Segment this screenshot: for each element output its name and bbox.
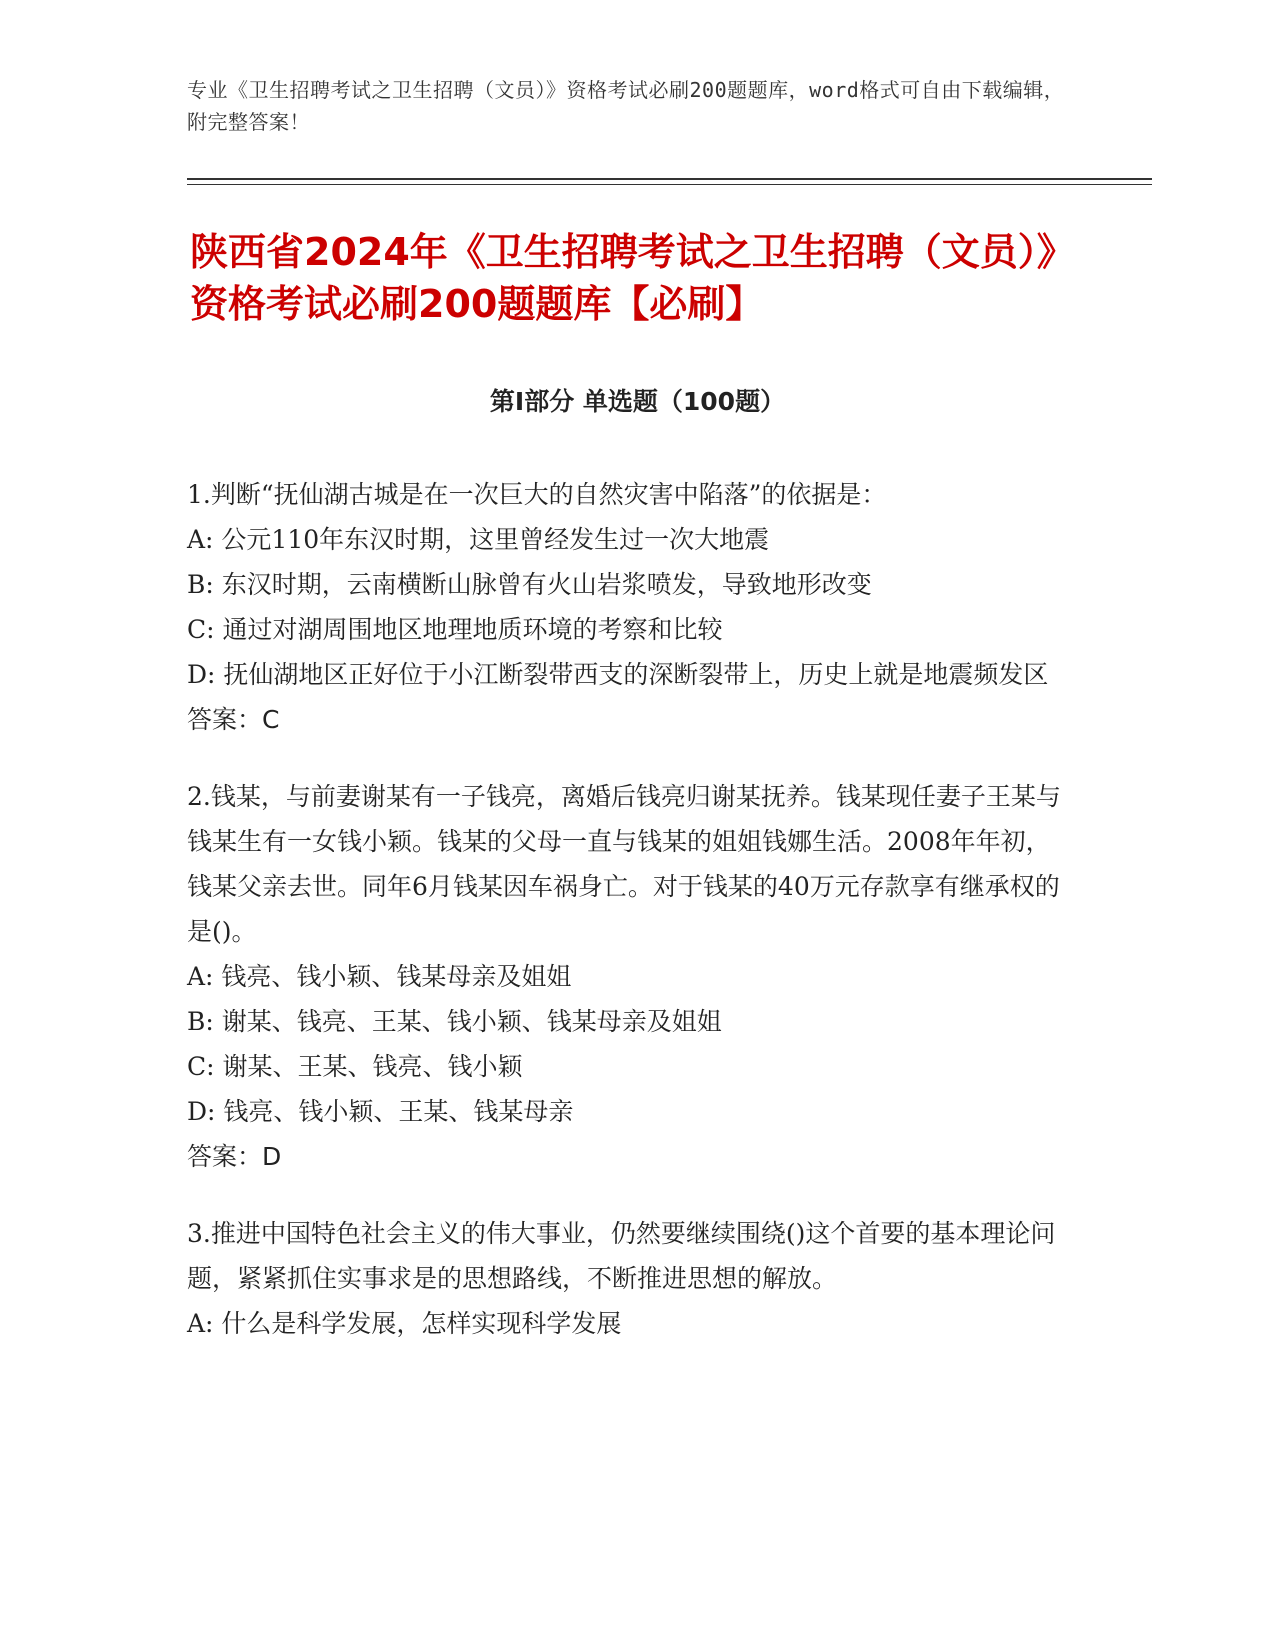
section-title: 第Ⅰ部分 单选题（100题） [489,387,786,416]
question-1 [187,472,1067,742]
option-b: B: 东汉时期，云南横断山脉曾有火山岩浆喷发，导致地形改变 [187,570,872,599]
option-a: A: 钱亮、钱小颖、钱某母亲及姐姐 [187,962,572,991]
question-text: 3.推进中国特色社会主义的伟大事业，仍然要继续围绕()这个首要的基本理论问题，紧紧抓住实事求是的思想路线，不断推进思想的解放。 [187,1219,1056,1293]
option-a: A: 什么是科学发展，怎样实现科学发展 [187,1309,622,1338]
answer-label: 答案：C [187,705,280,734]
question-list [187,472,1067,1378]
question-3 [187,1211,1067,1346]
question-2 [187,774,1067,1179]
header-divider-thin [187,184,1152,185]
header-note: 专业《卫生招聘考试之卫生招聘（文员）》资格考试必刷200题题库，word格式可自由下载编辑，附完整答案！ [187,78,1065,134]
option-d: D: 钱亮、钱小颖、王某、钱某母亲 [187,1097,574,1126]
option-c: C: 通过对湖周围地区地理地质环境的考察和比较 [187,615,723,644]
question-text: 2.钱某，与前妻谢某有一子钱亮，离婚后钱亮归谢某抚养。钱某现任妻子王某与钱某生有一女钱小颖。钱某的父母一直与钱某的姐姐钱娜生活。2008年年初，钱某父亲去世。同年6月钱某因车祸身亡。对于钱某的40万元存款享有继承权的是()。 [187,782,1061,946]
option-c: C: 谢某、王某、钱亮、钱小颖 [187,1052,523,1081]
option-d: D: 抚仙湖地区正好位于小江断裂带西支的深断裂带上，历史上就是地震频发区 [187,660,1049,689]
question-text: 1.判断“抚仙湖古城是在一次巨大的自然灾害中陷落”的依据是： [187,480,887,509]
option-b: B: 谢某、钱亮、王某、钱小颖、钱某母亲及姐姐 [187,1007,722,1036]
option-a: A: 公元110年东汉时期，这里曾经发生过一次大地震 [187,525,770,554]
document-title: 陕西省2024年《卫生招聘考试之卫生招聘（文员）》资格考试必刷200题题库【必刷】 [190,230,1075,326]
answer-label: 答案：D [187,1142,282,1171]
header-divider-thick [187,178,1152,180]
